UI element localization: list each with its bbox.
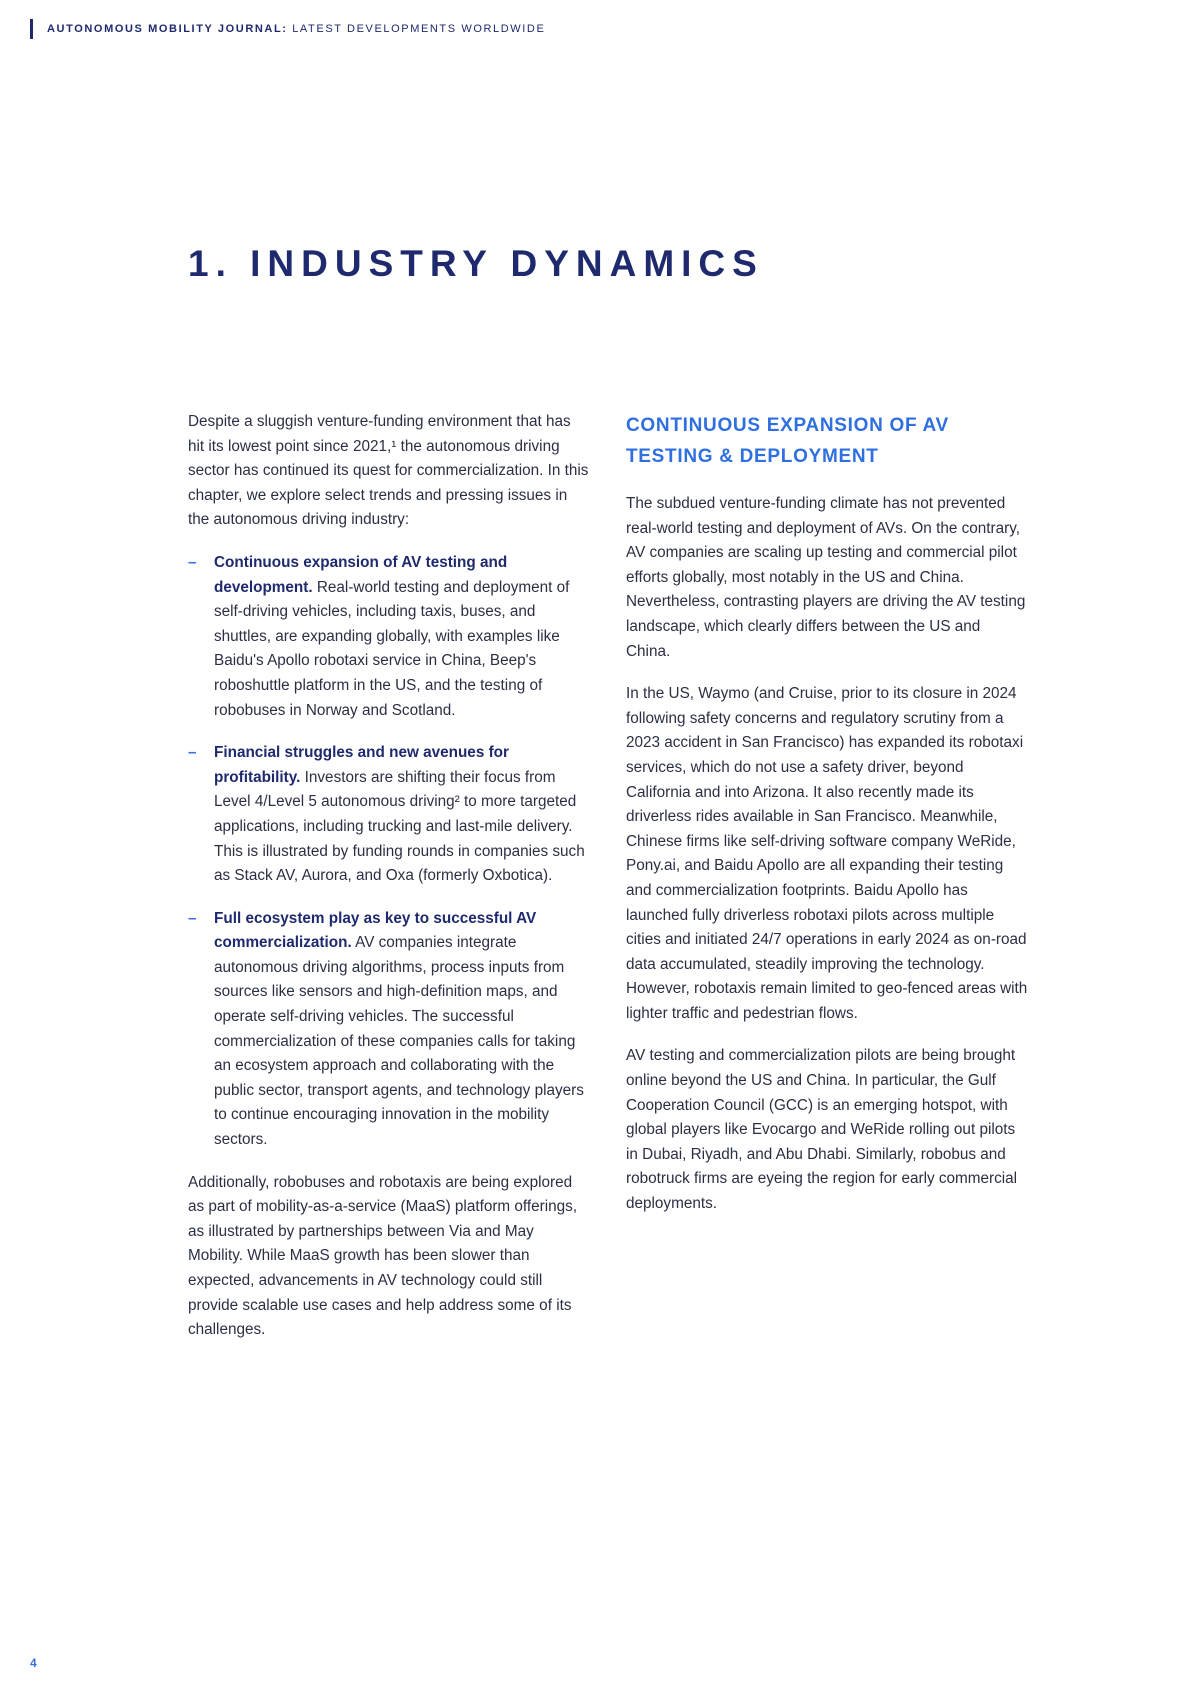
intro-paragraph: Despite a sluggish venture-funding environment that has hit its lowest point since 2021,¹ the autonomous driving sector has continued its quest for commercialization. In this chapter, we explore select trends and pressing issues in the autonomous driving industry: (188, 413, 589, 529)
dash-bullet-icon: – (188, 553, 197, 571)
list-item-body: Investors are shifting their focus from Level 4/Level 5 autonomous driving² to more targeted applications, including trucking and last-mile delivery. This is illustrated by funding rounds in companies such as Stack AV, Aurora, and Oxa (formerly Oxbotica). (214, 768, 585, 885)
body-paragraph: In the US, Waymo (and Cruise, prior to its closure in 2024 following safety concerns and regulatory scrutiny from a 2023 accident in San Francisco) has expanded its robotaxi services, which do not use a safety driver, beyond California and into Arizona. It also recently made its driverless rides available in San Francisco. Meanwhile, Chinese firms like self-driving software company WeRide, Pony.ai, and Baidu Apollo are all expanding their testing and commercialization footprints. Baidu Apollo has launched fully driverless robotaxi pilots across multiple cities and initiated 24/7 operations in early 2024 as on-road data accumulated, steadily improving the technology. However, robotaxis remain limited to geo-fenced areas with lighter traffic and pedestrian flows. (626, 685, 1028, 1022)
list-item-lead: Continuous expansion of AV testing and development. (214, 553, 508, 596)
closing-paragraph: Additionally, robobuses and robotaxis are being explored as part of mobility-as-a-service (MaaS) platform offerings, as illustrated by partnerships between Via and May Mobility. While MaaS growth has been slower than expected, advancements in AV technology could still provide scalable use cases and help address some of its challenges. (188, 1173, 578, 1339)
left-column (188, 410, 590, 1361)
dash-bullet-icon: – (188, 909, 197, 927)
body-paragraph: The subdued venture-funding climate has not prevented real-world testing and deployment of AVs. On the contrary, AV companies are scaling up testing and commercial pilot efforts globally, most notably in the US and China. Nevertheless, contrasting players are driving the AV testing landscape, which clearly differs between the US and China. (626, 495, 1026, 660)
key-trends-list (188, 551, 590, 1153)
header-rule-divider (30, 19, 33, 39)
list-item (188, 907, 590, 1153)
list-item (188, 551, 590, 723)
body-content (188, 410, 1028, 1361)
list-item-body: AV companies integrate autonomous driving algorithms, process inputs from sources like sensors and high-definition maps, and operate self-driving vehicles. The successful commercialization of these companies calls for taking an ecosystem approach and collaborating with the public sector, transport agents, and technology players to continue encouraging innovation in the mobility sectors. (214, 934, 584, 1149)
page-title: 1. INDUSTRY DYNAMICS (188, 242, 764, 284)
journal-subtitle: LATEST DEVELOPMENTS WORLDWIDE (287, 23, 546, 35)
page-number: 4 (30, 1656, 37, 1670)
section-heading: CONTINUOUS EXPANSION OF AV TESTING & DEPLOYMENT (626, 415, 949, 467)
journal-name: AUTONOMOUS MOBILITY JOURNAL: (47, 23, 288, 35)
right-column (626, 410, 1028, 1361)
list-item (188, 741, 590, 889)
running-header (30, 18, 545, 40)
header-text (47, 23, 545, 35)
body-paragraph: AV testing and commercialization pilots are being brought online beyond the US and China. In particular, the Gulf Cooperation Council (GCC) is an emerging hotspot, with global players like Evocargo and WeRide rolling out pilots in Dubai, Riyadh, and Abu Dhabi. Similarly, robobus and robotruck firms are eyeing the region for early commercial deployments. (626, 1047, 1018, 1213)
dash-bullet-icon: – (188, 744, 197, 762)
list-item-lead: Full ecosystem play as key to successful AV commercialization. (214, 909, 537, 952)
list-item-body: Real-world testing and deployment of self-driving vehicles, including taxis, buses, and shuttles, are expanding globally, with examples like Baidu's Apollo robotaxi service in China, Beep's roboshuttle platform in the US, and the testing of robobuses in Norway and Scotland. (214, 578, 570, 719)
list-item-lead: Financial struggles and new avenues for profitability. (214, 744, 509, 786)
